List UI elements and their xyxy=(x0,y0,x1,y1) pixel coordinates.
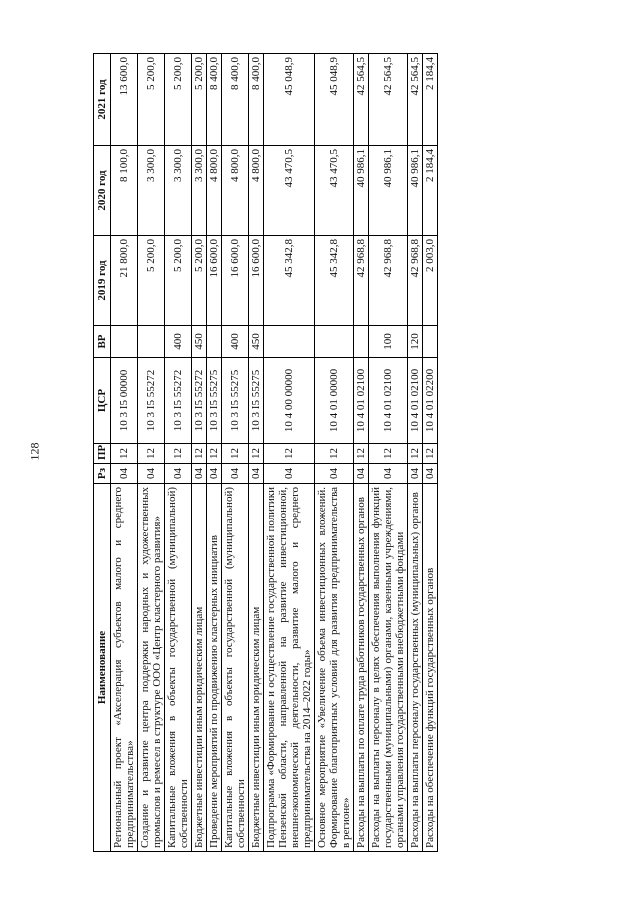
row-vr xyxy=(207,326,222,358)
row-2020: 40 986,1 xyxy=(369,146,408,236)
row-name: Расходы на обеспечение функций государственных органов xyxy=(423,484,438,852)
row-csr: 10 4 01 02200 xyxy=(423,358,438,444)
row-2019: 45 342,8 xyxy=(264,236,315,326)
row-rz: 04 xyxy=(165,464,192,484)
row-pr: 12 xyxy=(165,444,192,464)
row-csr: 10 4 01 00000 xyxy=(315,358,354,444)
row-2019: 16 600,0 xyxy=(207,236,222,326)
row-2021: 42 564,5 xyxy=(369,54,408,146)
row-2019: 16 600,0 xyxy=(222,236,249,326)
row-2020: 3 300,0 xyxy=(138,146,165,236)
row-csr: 10 3 I5 55275 xyxy=(222,358,249,444)
header-2021: 2021 год xyxy=(94,54,111,146)
header-pr: ПР xyxy=(94,444,111,464)
row-2021: 5 200,0 xyxy=(138,54,165,146)
row-2019: 21 800,0 xyxy=(111,236,138,326)
row-vr: 400 xyxy=(222,326,249,358)
row-rz: 04 xyxy=(354,464,369,484)
row-rz: 04 xyxy=(423,464,438,484)
row-pr: 12 xyxy=(423,444,438,464)
row-2020: 4 800,0 xyxy=(222,146,249,236)
row-vr xyxy=(315,326,354,358)
table-row xyxy=(165,54,192,852)
row-rz: 04 xyxy=(315,464,354,484)
row-2020: 43 470,5 xyxy=(264,146,315,236)
row-csr: 10 3 I5 55272 xyxy=(192,358,207,444)
row-pr: 12 xyxy=(222,444,249,464)
row-csr: 10 4 01 02100 xyxy=(354,358,369,444)
row-vr: 400 xyxy=(165,326,192,358)
table-row xyxy=(111,54,138,852)
row-name: Расходы на выплаты персоналу в целях обеспечения выполнения функций государственными (муниципальными) органами, казенными учреждениями, органами управления государственными внебюджетными фондами xyxy=(369,484,408,852)
row-csr: 10 3 I5 55272 xyxy=(138,358,165,444)
table-row xyxy=(222,54,249,852)
header-name: Наименование xyxy=(94,484,111,852)
row-vr: 100 xyxy=(369,326,408,358)
row-rz: 04 xyxy=(192,464,207,484)
row-name: Расходы на выплаты по оплате труда работников государственных органов xyxy=(354,484,369,852)
row-2019: 42 968,8 xyxy=(354,236,369,326)
header-vr: ВР xyxy=(94,326,111,358)
row-2020: 4 800,0 xyxy=(249,146,264,236)
row-csr: 10 3 I5 55275 xyxy=(207,358,222,444)
row-pr: 12 xyxy=(369,444,408,464)
table-row xyxy=(315,54,354,852)
row-csr: 10 4 00 00000 xyxy=(264,358,315,444)
table-row xyxy=(369,54,408,852)
row-vr xyxy=(138,326,165,358)
table-row xyxy=(207,54,222,852)
row-name: Расходы на выплаты персоналу государственных (муниципальных) органов xyxy=(408,484,423,852)
row-pr: 12 xyxy=(315,444,354,464)
row-vr xyxy=(111,326,138,358)
row-2019: 5 200,0 xyxy=(192,236,207,326)
row-2020: 4 800,0 xyxy=(207,146,222,236)
row-rz: 04 xyxy=(222,464,249,484)
row-csr: 10 4 01 02100 xyxy=(369,358,408,444)
row-csr: 10 3 I5 00000 xyxy=(111,358,138,444)
row-name: Региональный проект «Акселерация субъектов малого и среднего предпринимательства» xyxy=(111,484,138,852)
row-csr: 10 3 I5 55275 xyxy=(249,358,264,444)
row-rz: 04 xyxy=(138,464,165,484)
row-2019: 45 342,8 xyxy=(315,236,354,326)
row-pr: 12 xyxy=(249,444,264,464)
row-rz: 04 xyxy=(207,464,222,484)
row-pr: 12 xyxy=(138,444,165,464)
row-name: Создание и развитие центра поддержки народных и художественных промыслов и ремесел в структуре ООО «Центр кластерного развития» xyxy=(138,484,165,852)
row-name: Бюджетные инвестиции иным юридическим лицам xyxy=(192,484,207,852)
row-rz: 04 xyxy=(264,464,315,484)
row-2021: 8 400,0 xyxy=(249,54,264,146)
row-2019: 2 003,0 xyxy=(423,236,438,326)
row-2019: 5 200,0 xyxy=(165,236,192,326)
row-pr: 12 xyxy=(111,444,138,464)
row-2020: 40 986,1 xyxy=(354,146,369,236)
table-row xyxy=(192,54,207,852)
page-number: 128 xyxy=(27,442,42,461)
table-row xyxy=(138,54,165,852)
table-row xyxy=(423,54,438,852)
row-2019: 5 200,0 xyxy=(138,236,165,326)
row-rz: 04 xyxy=(111,464,138,484)
row-vr xyxy=(354,326,369,358)
row-2020: 40 986,1 xyxy=(408,146,423,236)
budget-table xyxy=(93,53,438,852)
row-2019: 42 968,8 xyxy=(408,236,423,326)
rotated-table-container xyxy=(93,54,555,852)
row-name: Капитальные вложения в объекты государственной (муниципальной) собственности xyxy=(222,484,249,852)
row-2020: 2 184,4 xyxy=(423,146,438,236)
row-name: Капитальные вложения в объекты государственной (муниципальной) собственности xyxy=(165,484,192,852)
row-2020: 43 470,5 xyxy=(315,146,354,236)
row-vr: 450 xyxy=(249,326,264,358)
header-2019: 2019 год xyxy=(94,236,111,326)
row-2019: 42 968,8 xyxy=(369,236,408,326)
row-2021: 45 048,9 xyxy=(264,54,315,146)
row-pr: 12 xyxy=(192,444,207,464)
row-2021: 5 200,0 xyxy=(165,54,192,146)
row-vr xyxy=(264,326,315,358)
row-pr: 12 xyxy=(264,444,315,464)
row-rz: 04 xyxy=(369,464,408,484)
row-name: Основное мероприятие «Увеличение объема инвестиционных вложений. Формирование благоприятных условий для развития предпринимательства в регионе» xyxy=(315,484,354,852)
table-row xyxy=(264,54,315,852)
table-row xyxy=(354,54,369,852)
row-2019: 16 600,0 xyxy=(249,236,264,326)
row-2020: 3 300,0 xyxy=(165,146,192,236)
row-pr: 12 xyxy=(354,444,369,464)
row-pr: 12 xyxy=(207,444,222,464)
row-2021: 45 048,9 xyxy=(315,54,354,146)
row-pr: 12 xyxy=(408,444,423,464)
row-2021: 42 564,5 xyxy=(354,54,369,146)
header-rz: Рз xyxy=(94,464,111,484)
row-2021: 2 184,4 xyxy=(423,54,438,146)
row-2021: 8 400,0 xyxy=(207,54,222,146)
row-2021: 8 400,0 xyxy=(222,54,249,146)
row-2020: 3 300,0 xyxy=(192,146,207,236)
header-2020: 2020 год xyxy=(94,146,111,236)
row-csr: 10 4 01 02100 xyxy=(408,358,423,444)
row-csr: 10 3 I5 55272 xyxy=(165,358,192,444)
row-name: Проведение мероприятий по продвижению кластерных инициатив xyxy=(207,484,222,852)
table-row xyxy=(408,54,423,852)
table-header-row xyxy=(94,54,111,852)
row-rz: 04 xyxy=(408,464,423,484)
row-name: Бюджетные инвестиции иным юридическим лицам xyxy=(249,484,264,852)
header-csr: ЦСР xyxy=(94,358,111,444)
row-2020: 8 100,0 xyxy=(111,146,138,236)
row-2021: 42 564,5 xyxy=(408,54,423,146)
row-vr xyxy=(423,326,438,358)
row-rz: 04 xyxy=(249,464,264,484)
row-2021: 13 600,0 xyxy=(111,54,138,146)
row-vr: 450 xyxy=(192,326,207,358)
row-vr: 120 xyxy=(408,326,423,358)
row-name: Подпрограмма «Формирование и осуществление государственной политики Пензенской области, направленной на развитие инвестиционной, внешнеэкономической деятельности, развитие малого и среднего предпринимательства на 2014–2022 годы» xyxy=(264,484,315,852)
row-2021: 5 200,0 xyxy=(192,54,207,146)
table-row xyxy=(249,54,264,852)
